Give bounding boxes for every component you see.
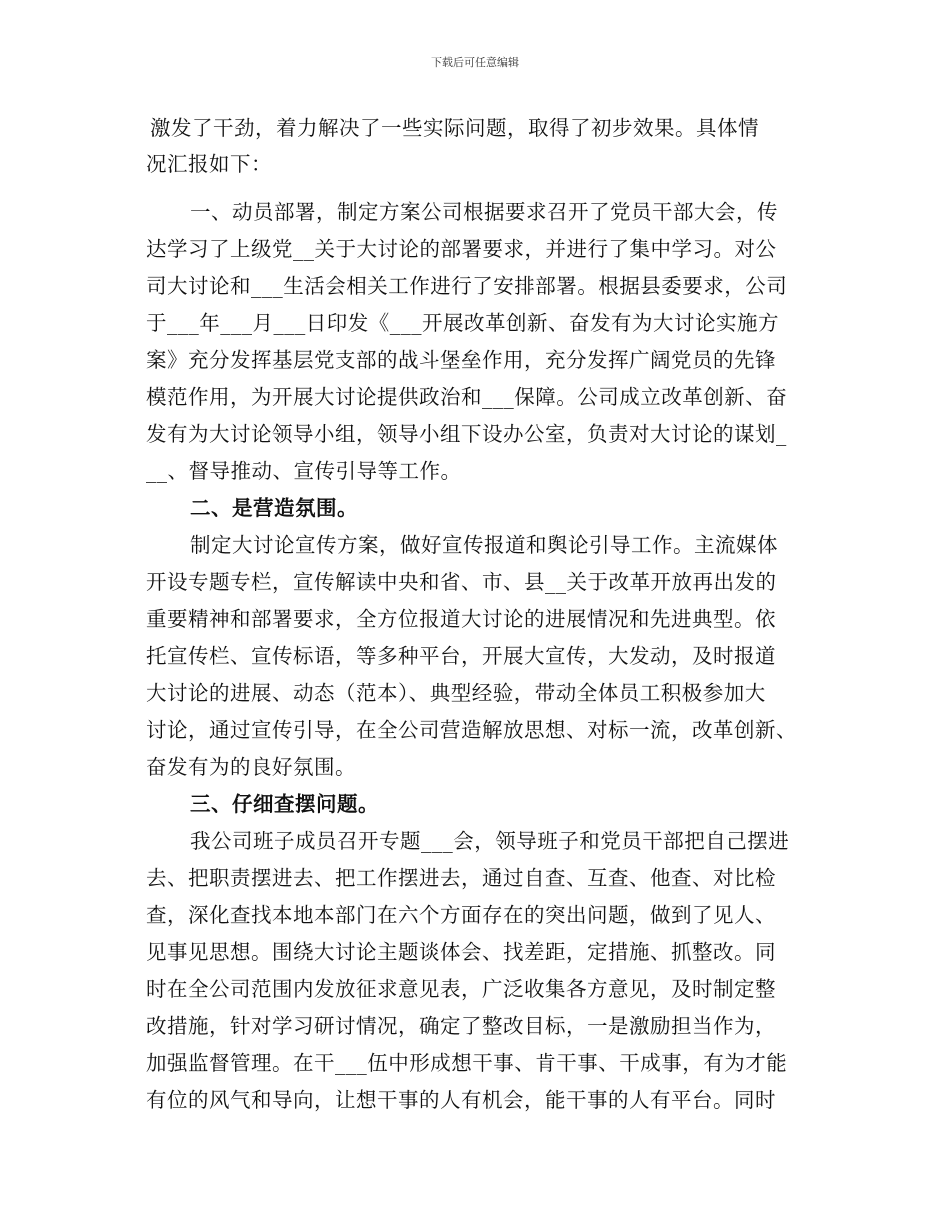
text-line: 查，深化查找本地本部门在六个方面存在的突出问题，做到了见人、 (146, 903, 776, 927)
text-line: 去、把职责摆进去、把工作摆进去，通过自查、互查、他查、对比检 (146, 866, 776, 890)
text-line: 激发了干劲，着力解决了一些实际问题，取得了初步效果。具体情 (150, 116, 759, 140)
text-line: 司大讨论和___生活会相关工作进行了安排部署。根据县委要求，公司 (146, 274, 788, 298)
text-line: 开设专题专栏，宣传解读中央和省、市、县__关于改革开放再出发的 (146, 570, 777, 594)
text-line: 讨论，通过宣传引导，在全公司营造解放思想、对标一流，改革创新、 (146, 718, 797, 742)
text-line: 奋发有为的良好氛围。 (146, 755, 356, 779)
text-line: 发有为大讨论领导小组，领导小组下设办公室，负责对大讨论的谋划_ (146, 422, 787, 446)
text-line: 重要精神和部署要求，全方位报道大讨论的进展情况和先进典型。依 (146, 607, 776, 631)
text-line: __、督导推动、宣传引导等工作。 (146, 459, 462, 483)
text-line: 模范作用，为开展大讨论提供政治和___保障。公司成立改革创新、奋 (146, 385, 788, 409)
text-line: 改措施，针对学习研讨情况，确定了整改目标，一是激励担当作为， (146, 1014, 776, 1038)
text-line: 于___年___月___日印发《___开展改革创新、奋发有为大讨论实施方 (146, 311, 779, 335)
section-heading: 三、仔细查摆问题。 (190, 792, 379, 816)
text-line: 案》充分发挥基层党支部的战斗堡垒作用，充分发挥广阔党员的先锋 (146, 348, 776, 372)
text-line: 况汇报如下： (146, 152, 272, 176)
text-line: 有位的风气和导向，让想干事的人有机会，能干事的人有平台。同时 (146, 1088, 776, 1112)
section-heading: 二、是营造氛围。 (190, 496, 358, 520)
text-line: 大讨论的进展、动态（范本）、典型经验，带动全体员工积极参加大 (146, 681, 766, 705)
text-line: 一、动员部署，制定方案公司根据要求召开了党员干部大会，传 (190, 200, 778, 224)
text-line: 时在全公司范围内发放征求意见表，广泛收集各方意见，及时制定整 (146, 977, 776, 1001)
text-line: 加强监督管理。在干___伍中形成想干事、肯干事、干成事，有为才能 (146, 1051, 788, 1075)
text-line: 制定大讨论宣传方案，做好宣传报道和舆论引导工作。主流媒体 (190, 533, 778, 557)
text-line: 托宣传栏、宣传标语，等多种平台，开展大宣传，大发动，及时报道 (146, 644, 776, 668)
text-line: 达学习了上级党__关于大讨论的部署要求，并进行了集中学习。对公 (146, 237, 777, 261)
page-header: 下载后可任意编辑 (431, 56, 519, 69)
text-line: 见事见思想。围绕大讨论主题谈体会、找差距，定措施、抓整改。同 (146, 940, 776, 964)
text-line: 我公司班子成员召开专题___会，领导班子和党员干部把自己摆进 (190, 829, 790, 853)
